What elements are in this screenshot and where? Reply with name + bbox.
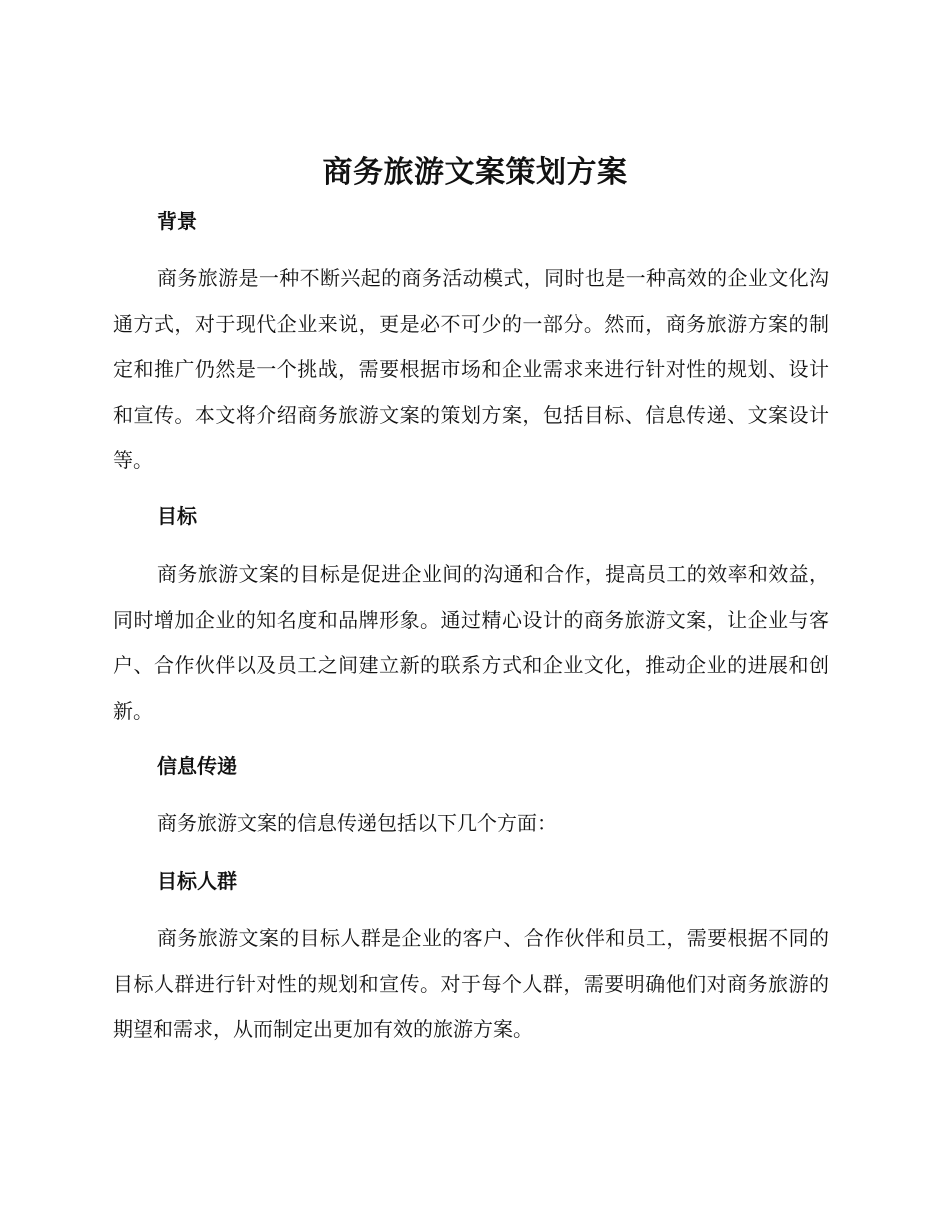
section-heading-audience: 目标人群: [157, 869, 237, 893]
document-title: 商务旅游文案策划方案: [322, 155, 628, 190]
section-paragraph-audience: 商务旅游文案的目标人群是企业的客户、合作伙伴和员工，需要根据不同的目标人群进行针对性的规划和宣传。对于每个人群，需要明确他们对商务旅游的期望和需求，从而制定出更加有效的旅游方案。: [113, 926, 829, 1041]
section-paragraph-background: 商务旅游是一种不断兴起的商务活动模式，同时也是一种高效的企业文化沟通方式，对于现代企业来说，更是必不可少的一部分。然而，商务旅游方案的制定和推广仍然是一个挑战，需要根据市场和企业需求来进行针对性的规划、设计和宣传。本文将介绍商务旅游文案的策划方案，包括目标、信息传递、文案设计等。: [113, 266, 829, 472]
section-heading-goals: 目标: [157, 504, 197, 528]
section-paragraph-information: 商务旅游文案的信息传递包括以下几个方面：: [157, 811, 557, 835]
section-heading-information: 信息传递: [157, 754, 237, 778]
section-heading-background: 背景: [157, 209, 197, 233]
section-paragraph-goals: 商务旅游文案的目标是促进企业间的沟通和合作，提高员工的效率和效益，同时增加企业的知名度和品牌形象。通过精心设计的商务旅游文案，让企业与客户、合作伙伴以及员工之间建立新的联系方式和企业文化，推动企业的进展和创新。: [113, 562, 829, 723]
